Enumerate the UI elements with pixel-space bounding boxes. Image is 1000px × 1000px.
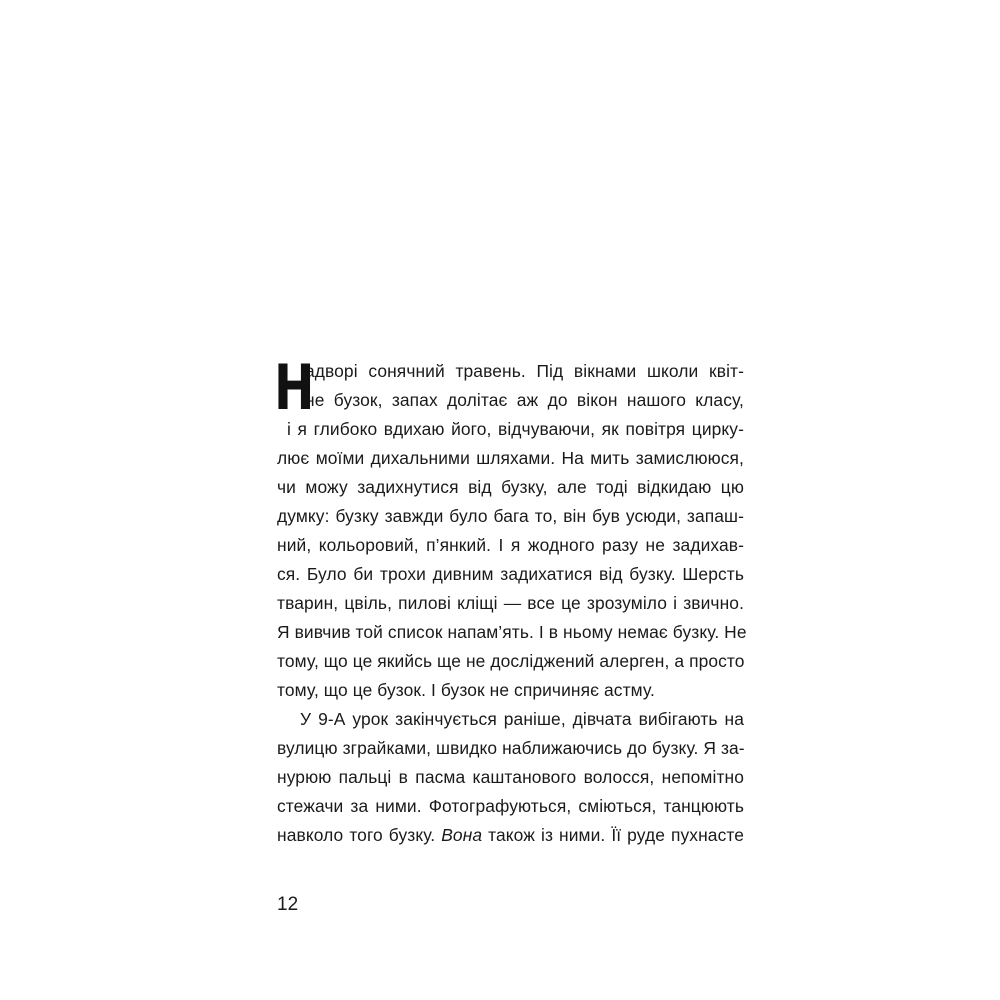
text-line: стежачи за ними. Фотографуються, сміються, танцюють	[277, 796, 744, 816]
text-line: Я вивчив той список напам’ять. І в ньому немає бузку. Не	[277, 622, 747, 642]
text-segment: навколо того бузку.	[277, 825, 442, 845]
text-line: тому, що це бузок. І бузок не спричиняє астму.	[277, 680, 655, 700]
text-line: думку: бузку завжди було бага то, він був усюди, запаш-	[277, 506, 744, 526]
text-segment: також із ними. Її руде пухнасте	[482, 825, 745, 845]
text-line: не бузок, запах долітає аж до вікон нашого класу,	[305, 390, 744, 410]
text-line: нурюю пальці в пасма каштанового волосся, непомітно	[277, 767, 744, 787]
text-line: вулицю зграйками, швидко наближаючись до бузку. Я за-	[277, 738, 745, 758]
text-line: ся. Було би трохи дивним задихатися від бузку. Шерсть	[277, 564, 744, 584]
body-text	[274, 351, 747, 850]
page-number: 12	[277, 894, 299, 915]
emphasized-word: Вона	[441, 825, 483, 845]
text-line: адворі сонячний травень. Під вікнами школи квіт-	[305, 361, 744, 381]
text-line-mixed	[277, 821, 744, 850]
text-line: і я глибоко вдихаю його, відчуваючи, як повітря цирку-	[287, 419, 744, 439]
text-line: тому, що це якийсь ще не досліджений алерген, а просто	[277, 651, 745, 671]
text-line: ний, кольоровий, п’янкий. І я жодного разу не задихав-	[277, 535, 744, 555]
text-line: У 9-А урок закінчується раніше, дівчата вибігають на	[300, 709, 744, 729]
text-line: лює моїми дихальними шляхами. На мить замислююся,	[277, 448, 744, 468]
text-line: тварин, цвіль, пилові кліщі — все це зрозуміло і звично.	[277, 593, 744, 613]
text-line: чи можу задихнутися від бузку, але тоді відкидаю цю	[277, 477, 744, 497]
drop-cap: Н	[274, 351, 313, 424]
